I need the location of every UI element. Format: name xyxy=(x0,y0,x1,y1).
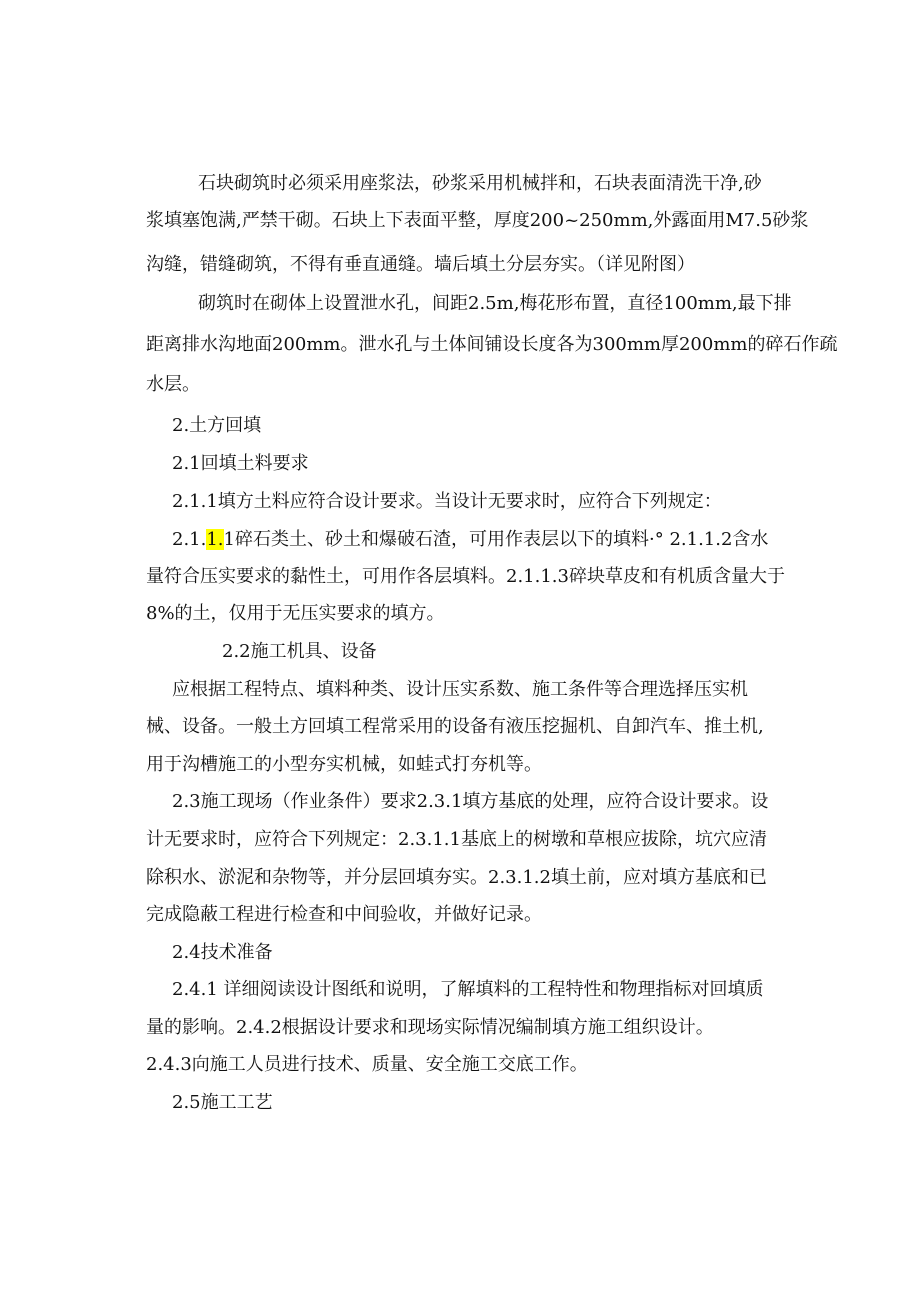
tech-prep-line-3: 2.4.3向施工人员进行技术、质量、安全施工交底工作。 xyxy=(146,1054,588,1075)
highlighted-text: 1. xyxy=(206,529,224,550)
paragraph-2-1-1-1-line-3: 8%的土，仅用于无压实要求的填方。 xyxy=(146,603,445,624)
paragraph-2-1-1: 2.1.1填方土料应符合设计要求。当设计无要求时，应符合下列规定： xyxy=(172,491,722,512)
heading-2-4: 2.4技术准备 xyxy=(172,942,273,963)
paragraph-2-1-1-1-line-1 xyxy=(172,528,768,552)
text-before-highlight: 2.1. xyxy=(172,529,207,550)
masonry-line-1: 石块砌筑时必须采用座浆法，砂浆采用机械拌和，石块表面清洗干净,砂 xyxy=(198,173,762,194)
masonry-line-2: 浆填塞饱满,严禁干砌。石块上下表面平整，厚度200~250mm,外露面用M7.5砂浆 xyxy=(146,210,809,231)
heading-2-1: 2.1回填土料要求 xyxy=(172,453,309,474)
site-conditions-line-1: 2.3施工现场（作业条件）要求2.3.1填方基底的处理，应符合设计要求。设 xyxy=(172,791,769,812)
drain-holes-line-2: 距离排水沟地面200mm。泄水孔与土体间铺设长度各为300mm厚200mm的碎石作疏 xyxy=(146,334,838,355)
drain-holes-line-3: 水层。 xyxy=(146,374,200,395)
tech-prep-line-2: 量的影响。2.4.2根据设计要求和现场实际情况编制填方施工组织设计。 xyxy=(146,1017,714,1038)
site-conditions-line-3: 除积水、淤泥和杂物等，并分层回填夯实。2.3.1.2填土前，应对填方基底和已 xyxy=(146,867,767,888)
heading-2-2: 2.2施工机具、设备 xyxy=(222,641,377,662)
equipment-line-1: 应根据工程特点、填料种类、设计压实系数、施工条件等合理选择压实机 xyxy=(172,679,748,700)
heading-2: 2.土方回填 xyxy=(172,415,262,436)
text-after-highlight: 1碎石类土、砂土和爆破石渣，可用作表层以下的填料·° 2.1.1.2含水 xyxy=(223,529,769,550)
heading-2-5: 2.5施工工艺 xyxy=(172,1092,273,1113)
equipment-line-3: 用于沟槽施工的小型夯实机械，如蛙式打夯机等。 xyxy=(146,754,542,775)
site-conditions-line-4: 完成隐蔽工程进行检查和中间验收，并做好记录。 xyxy=(146,904,542,925)
site-conditions-line-2: 计无要求时，应符合下列规定：2.3.1.1基底上的树墩和草根应拔除，坑穴应清 xyxy=(146,829,767,850)
tech-prep-line-1: 2.4.1 详细阅读设计图纸和说明，了解填料的工程特性和物理指标对回填质 xyxy=(172,979,764,1000)
paragraph-2-1-1-1-line-2: 量符合压实要求的黏性土，可用作各层填料。2.1.1.3碎块草皮和有机质含量大于 xyxy=(146,566,785,587)
masonry-line-3: 沟缝，错缝砌筑，不得有垂直通缝。墙后填土分层夯实。（详见附图） xyxy=(146,254,695,275)
drain-holes-line-1: 砌筑时在砌体上设置泄水孔，间距2.5m,梅花形布置，直径100mm,最下排 xyxy=(198,293,792,314)
equipment-line-2: 械、设备。一般土方回填工程常采用的设备有液压挖掘机、自卸汽车、推土机, xyxy=(146,716,764,737)
